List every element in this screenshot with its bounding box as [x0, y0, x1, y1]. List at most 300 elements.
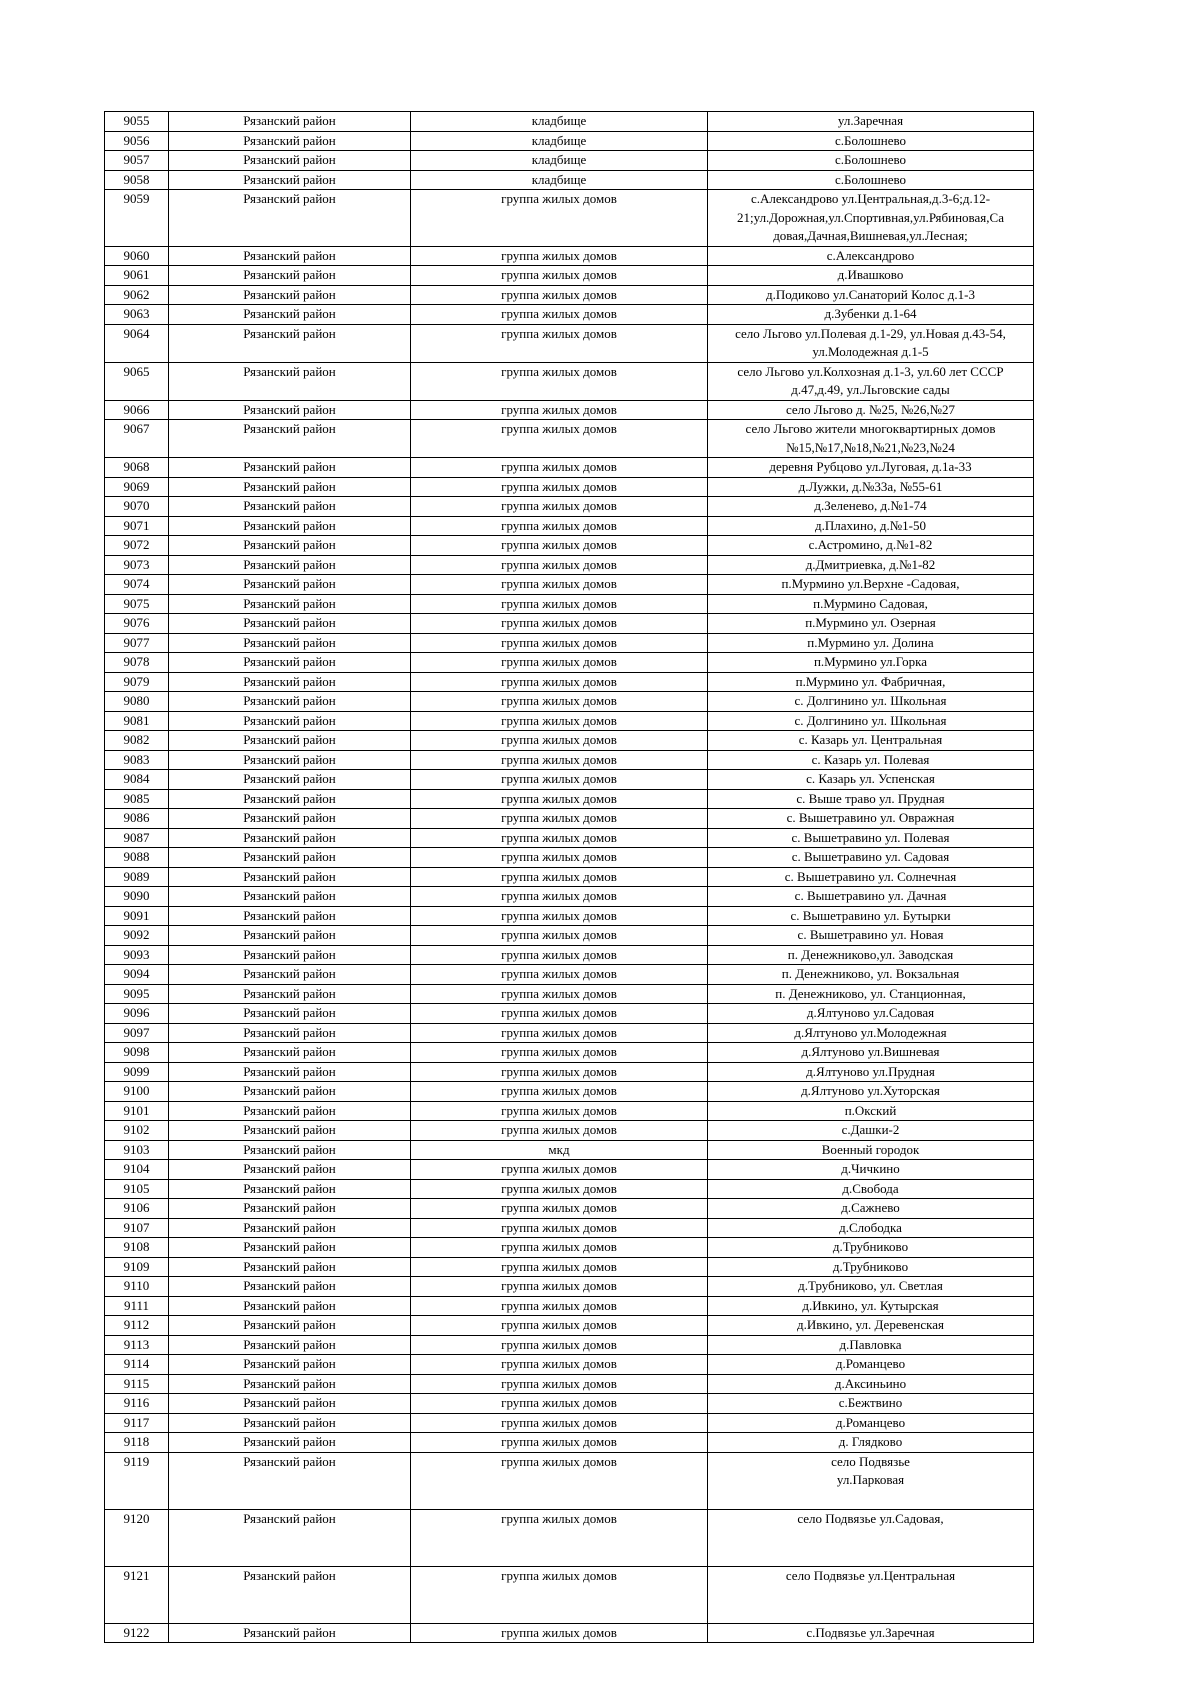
address-cell	[708, 324, 1034, 362]
table-row	[105, 362, 1034, 400]
object-type-cell: группа жилых домов	[411, 516, 708, 536]
table-row	[105, 1433, 1034, 1453]
object-type-cell: группа жилых домов	[411, 867, 708, 887]
address-line: д.Трубниково, ул. Светлая	[798, 1278, 943, 1293]
address-cell	[708, 984, 1034, 1004]
object-type-cell: группа жилых домов	[411, 1566, 708, 1623]
row-number-cell: 9082	[105, 731, 169, 751]
object-type-cell: группа жилых домов	[411, 1374, 708, 1394]
table-row	[105, 692, 1034, 712]
table-row	[105, 1082, 1034, 1102]
row-number-cell: 9119	[105, 1452, 169, 1509]
address-cell	[708, 692, 1034, 712]
address-cell	[708, 731, 1034, 751]
row-number-cell: 9062	[105, 285, 169, 305]
object-type-cell: группа жилых домов	[411, 400, 708, 420]
address-line: п. Денежниково, ул. Станционная,	[775, 985, 966, 1001]
district-cell: Рязанский район	[169, 151, 411, 171]
object-type-cell: группа жилых домов	[411, 984, 708, 1004]
object-type-cell: группа жилых домов	[411, 362, 708, 400]
district-cell: Рязанский район	[169, 1277, 411, 1297]
address-line: село Подвязье ул.Садовая,	[797, 1510, 944, 1526]
address-line: ул.Заречная	[837, 113, 904, 128]
district-cell: Рязанский район	[169, 1121, 411, 1141]
object-type-cell: группа жилых домов	[411, 1296, 708, 1316]
object-type-cell: группа жилых домов	[411, 497, 708, 517]
table-row	[105, 477, 1034, 497]
address-line: д.Ялтуново ул.Вишневая	[801, 1044, 940, 1059]
table-row	[105, 1257, 1034, 1277]
address-cell	[708, 945, 1034, 965]
address-line: п.Мурмино ул. Озерная	[805, 615, 936, 630]
row-number-cell: 9095	[105, 984, 169, 1004]
district-cell: Рязанский район	[169, 1238, 411, 1258]
address-line: п. Денежниково,ул. Заводская	[787, 946, 954, 962]
address-line: п. Денежниково, ул. Вокзальная	[781, 966, 960, 981]
table-row	[105, 1043, 1034, 1063]
object-type-cell: группа жилых домов	[411, 1335, 708, 1355]
address-cell	[708, 266, 1034, 286]
row-number-cell: 9083	[105, 750, 169, 770]
object-type-cell: группа жилых домов	[411, 906, 708, 926]
row-number-cell: 9097	[105, 1023, 169, 1043]
address-line: д.Ялтуново ул.Молодежная	[794, 1024, 947, 1040]
district-cell: Рязанский район	[169, 536, 411, 556]
address-cell	[708, 477, 1034, 497]
row-number-cell: 9118	[105, 1433, 169, 1453]
address-line: с.Болошнево	[834, 132, 907, 148]
row-number-cell: 9106	[105, 1199, 169, 1219]
object-type-cell: группа жилых домов	[411, 965, 708, 985]
row-number-cell: 9063	[105, 305, 169, 325]
row-number-cell: 9076	[105, 614, 169, 634]
address-line: д.Свобода	[842, 1180, 899, 1196]
object-type-cell: группа жилых домов	[411, 633, 708, 653]
address-line: село Льгово ул.Полевая д.1-29, ул.Новая д.43-54,	[735, 325, 1006, 341]
district-cell: Рязанский район	[169, 516, 411, 536]
address-cell	[708, 1257, 1034, 1277]
object-type-cell: группа жилых домов	[411, 477, 708, 497]
district-cell: Рязанский район	[169, 614, 411, 634]
object-type-cell: группа жилых домов	[411, 614, 708, 634]
row-number-cell: 9066	[105, 400, 169, 420]
row-number-cell: 9114	[105, 1355, 169, 1375]
row-number-cell: 9113	[105, 1335, 169, 1355]
address-line: село Льгово ул.Колхозная д.1-3, ул.60 лет СССР	[737, 363, 1004, 379]
address-cell	[708, 1062, 1034, 1082]
address-line: д.Ивкино, ул. Деревенская	[796, 1317, 945, 1332]
address-cell	[708, 1140, 1034, 1160]
district-cell: Рязанский район	[169, 1218, 411, 1238]
object-type-cell: группа жилых домов	[411, 324, 708, 362]
table-row	[105, 536, 1034, 556]
district-cell: Рязанский район	[169, 1023, 411, 1043]
table-row	[105, 1238, 1034, 1258]
row-number-cell: 9065	[105, 362, 169, 400]
object-type-cell: группа жилых домов	[411, 750, 708, 770]
table-row	[105, 400, 1034, 420]
table-row	[105, 266, 1034, 286]
table-row	[105, 1413, 1034, 1433]
address-cell	[708, 1004, 1034, 1024]
row-number-cell: 9105	[105, 1179, 169, 1199]
address-line: деревня Рубцово ул.Луговая, д.1а-33	[769, 459, 972, 474]
address-line: с.Болошнево	[834, 171, 907, 187]
address-cell	[708, 190, 1034, 247]
address-line: село Льгово д. №25, №26,№27	[785, 401, 956, 417]
object-type-cell: группа жилых домов	[411, 1082, 708, 1102]
district-cell: Рязанский район	[169, 867, 411, 887]
table-row	[105, 1121, 1034, 1141]
district-cell: Рязанский район	[169, 789, 411, 809]
table-row	[105, 285, 1034, 305]
address-cell	[708, 789, 1034, 809]
address-cell	[708, 828, 1034, 848]
row-number-cell: 9058	[105, 170, 169, 190]
object-type-cell: группа жилых домов	[411, 789, 708, 809]
row-number-cell: 9110	[105, 1277, 169, 1297]
table-row	[105, 926, 1034, 946]
district-cell: Рязанский район	[169, 420, 411, 458]
table-row	[105, 906, 1034, 926]
object-type-cell: группа жилых домов	[411, 266, 708, 286]
object-type-cell: группа жилых домов	[411, 594, 708, 614]
object-type-cell: группа жилых домов	[411, 692, 708, 712]
table-row	[105, 305, 1034, 325]
object-type-cell: группа жилых домов	[411, 1413, 708, 1433]
address-cell	[708, 362, 1034, 400]
register-table	[104, 111, 1034, 1643]
row-number-cell: 9093	[105, 945, 169, 965]
district-cell: Рязанский район	[169, 1257, 411, 1277]
row-number-cell: 9061	[105, 266, 169, 286]
table-row	[105, 1623, 1034, 1643]
object-type-cell: группа жилых домов	[411, 1355, 708, 1375]
address-cell	[708, 1374, 1034, 1394]
table-row	[105, 672, 1034, 692]
row-number-cell: 9115	[105, 1374, 169, 1394]
row-number-cell: 9068	[105, 458, 169, 478]
row-number-cell: 9081	[105, 711, 169, 731]
row-number-cell: 9100	[105, 1082, 169, 1102]
address-line: ул.Молодежная д.1-5	[812, 344, 929, 359]
address-line: д.Трубниково	[832, 1258, 909, 1274]
object-type-cell: кладбище	[411, 170, 708, 190]
address-cell	[708, 1413, 1034, 1433]
address-cell	[708, 1335, 1034, 1355]
address-cell	[708, 575, 1034, 595]
district-cell: Рязанский район	[169, 1374, 411, 1394]
table-row	[105, 112, 1034, 132]
address-cell	[708, 1101, 1034, 1121]
district-cell: Рязанский район	[169, 848, 411, 868]
table-row	[105, 151, 1034, 171]
object-type-cell: группа жилых домов	[411, 926, 708, 946]
district-cell: Рязанский район	[169, 594, 411, 614]
row-number-cell: 9099	[105, 1062, 169, 1082]
table-row	[105, 809, 1034, 829]
object-type-cell: группа жилых домов	[411, 945, 708, 965]
row-number-cell: 9059	[105, 190, 169, 247]
object-type-cell: группа жилых домов	[411, 555, 708, 575]
object-type-cell: группа жилых домов	[411, 1394, 708, 1414]
address-cell	[708, 170, 1034, 190]
address-line: с.Дашки-2	[841, 1122, 900, 1137]
district-cell: Рязанский район	[169, 362, 411, 400]
district-cell: Рязанский район	[169, 400, 411, 420]
row-number-cell: 9122	[105, 1623, 169, 1643]
district-cell: Рязанский район	[169, 653, 411, 673]
address-line: с. Вышетравино ул. Бутырки	[790, 907, 951, 923]
address-line: с. Казарь ул. Успенская	[806, 771, 935, 786]
district-cell: Рязанский район	[169, 692, 411, 712]
district-cell: Рязанский район	[169, 633, 411, 653]
address-line: с.Подвязье ул.Заречная	[806, 1624, 935, 1640]
address-cell	[708, 1566, 1034, 1623]
table-row	[105, 633, 1034, 653]
address-cell	[708, 965, 1034, 985]
district-cell: Рязанский район	[169, 731, 411, 751]
district-cell: Рязанский район	[169, 887, 411, 907]
object-type-cell: группа жилых домов	[411, 848, 708, 868]
address-line: д. Глядково	[838, 1434, 903, 1449]
district-cell: Рязанский район	[169, 1101, 411, 1121]
district-cell: Рязанский район	[169, 170, 411, 190]
object-type-cell: группа жилых домов	[411, 285, 708, 305]
address-line: д.Романцево	[835, 1414, 906, 1430]
table-row	[105, 945, 1034, 965]
address-cell	[708, 653, 1034, 673]
row-number-cell: 9108	[105, 1238, 169, 1258]
object-type-cell: группа жилых домов	[411, 1218, 708, 1238]
address-cell	[708, 1023, 1034, 1043]
row-number-cell: 9104	[105, 1160, 169, 1180]
district-cell: Рязанский район	[169, 1082, 411, 1102]
table-row	[105, 887, 1034, 907]
district-cell: Рязанский район	[169, 750, 411, 770]
register-table-body	[105, 112, 1034, 1643]
district-cell: Рязанский район	[169, 1335, 411, 1355]
district-cell: Рязанский район	[169, 1004, 411, 1024]
district-cell: Рязанский район	[169, 945, 411, 965]
address-cell	[708, 555, 1034, 575]
object-type-cell: группа жилых домов	[411, 575, 708, 595]
district-cell: Рязанский район	[169, 984, 411, 1004]
object-type-cell: группа жилых домов	[411, 1062, 708, 1082]
object-type-cell: группа жилых домов	[411, 420, 708, 458]
table-row	[105, 711, 1034, 731]
address-cell	[708, 1316, 1034, 1336]
table-row	[105, 324, 1034, 362]
address-line: с. Казарь ул. Полевая	[811, 751, 930, 767]
row-number-cell: 9087	[105, 828, 169, 848]
district-cell: Рязанский район	[169, 828, 411, 848]
row-number-cell: 9117	[105, 1413, 169, 1433]
table-row	[105, 1199, 1034, 1219]
address-line: д.Ялтуново ул.Прудная	[806, 1063, 935, 1079]
address-line: с.Астромино, д.№1-82	[808, 537, 933, 552]
address-cell	[708, 420, 1034, 458]
object-type-cell: группа жилых домов	[411, 1509, 708, 1566]
address-line: д.Ялтуново ул.Хуторская	[801, 1083, 940, 1098]
object-type-cell: кладбище	[411, 151, 708, 171]
table-row	[105, 1004, 1034, 1024]
object-type-cell: группа жилых домов	[411, 1238, 708, 1258]
table-row	[105, 750, 1034, 770]
table-row	[105, 190, 1034, 247]
row-number-cell: 9060	[105, 246, 169, 266]
address-cell	[708, 1296, 1034, 1316]
address-line: с.Александрово	[826, 247, 915, 263]
object-type-cell: кладбище	[411, 112, 708, 132]
table-row	[105, 458, 1034, 478]
district-cell: Рязанский район	[169, 1062, 411, 1082]
object-type-cell: группа жилых домов	[411, 770, 708, 790]
object-type-cell: группа жилых домов	[411, 809, 708, 829]
row-number-cell: 9056	[105, 131, 169, 151]
table-row	[105, 984, 1034, 1004]
table-row	[105, 1316, 1034, 1336]
district-cell: Рязанский район	[169, 285, 411, 305]
address-line: д.Слободка	[839, 1219, 902, 1235]
district-cell: Рязанский район	[169, 266, 411, 286]
address-line: д.Плахино, д.№1-50	[814, 517, 927, 533]
district-cell: Рязанский район	[169, 555, 411, 575]
district-cell: Рязанский район	[169, 575, 411, 595]
row-number-cell: 9073	[105, 555, 169, 575]
address-cell	[708, 1179, 1034, 1199]
address-cell	[708, 848, 1034, 868]
district-cell: Рязанский район	[169, 1566, 411, 1623]
address-cell	[708, 151, 1034, 171]
address-cell	[708, 112, 1034, 132]
row-number-cell: 9080	[105, 692, 169, 712]
row-number-cell: 9084	[105, 770, 169, 790]
table-row	[105, 1335, 1034, 1355]
address-line: с. Казарь ул. Центральная	[798, 732, 943, 747]
district-cell: Рязанский район	[169, 1355, 411, 1375]
district-cell: Рязанский район	[169, 906, 411, 926]
address-cell	[708, 1623, 1034, 1643]
address-cell	[708, 926, 1034, 946]
district-cell: Рязанский район	[169, 190, 411, 247]
district-cell: Рязанский район	[169, 1394, 411, 1414]
row-number-cell: 9085	[105, 789, 169, 809]
object-type-cell: группа жилых домов	[411, 1121, 708, 1141]
address-line: 21;ул.Дорожная,ул.Спортивная,ул.Рябиновая,Са	[737, 209, 1004, 225]
object-type-cell: группа жилых домов	[411, 1101, 708, 1121]
address-line: село Подвязье ул.Центральная	[785, 1567, 956, 1583]
district-cell: Рязанский район	[169, 1043, 411, 1063]
row-number-cell: 9067	[105, 420, 169, 458]
row-number-cell: 9074	[105, 575, 169, 595]
row-number-cell: 9070	[105, 497, 169, 517]
row-number-cell: 9094	[105, 965, 169, 985]
address-line: д.Ивашково	[837, 267, 904, 282]
table-row	[105, 1179, 1034, 1199]
row-number-cell: 9121	[105, 1566, 169, 1623]
row-number-cell: 9089	[105, 867, 169, 887]
table-row	[105, 1355, 1034, 1375]
row-number-cell: 9075	[105, 594, 169, 614]
table-row	[105, 1452, 1034, 1509]
address-cell	[708, 458, 1034, 478]
address-line: д.Чичкино	[841, 1161, 900, 1176]
object-type-cell: группа жилых домов	[411, 1043, 708, 1063]
address-line: село Льгово жители многоквартирных домов	[745, 421, 996, 436]
row-number-cell: 9071	[105, 516, 169, 536]
table-row	[105, 131, 1034, 151]
row-number-cell: 9102	[105, 1121, 169, 1141]
row-number-cell: 9107	[105, 1218, 169, 1238]
address-cell	[708, 1394, 1034, 1414]
address-line: с. Выше траво ул. Прудная	[796, 790, 945, 806]
district-cell: Рязанский район	[169, 458, 411, 478]
address-cell	[708, 1043, 1034, 1063]
district-cell: Рязанский район	[169, 131, 411, 151]
object-type-cell: группа жилых домов	[411, 1433, 708, 1453]
address-cell	[708, 770, 1034, 790]
district-cell: Рязанский район	[169, 112, 411, 132]
address-line: п.Мурмино ул. Долина	[807, 634, 934, 650]
object-type-cell: группа жилых домов	[411, 653, 708, 673]
object-type-cell: группа жилых домов	[411, 1452, 708, 1509]
row-number-cell: 9098	[105, 1043, 169, 1063]
table-row	[105, 789, 1034, 809]
table-row	[105, 614, 1034, 634]
address-cell	[708, 1452, 1034, 1509]
district-cell: Рязанский район	[169, 1452, 411, 1509]
table-row	[105, 1566, 1034, 1623]
address-line: с. Вышетравино ул. Солнечная	[784, 868, 957, 884]
address-line: д.Ялтуново ул.Садовая	[806, 1005, 935, 1020]
object-type-cell: группа жилых домов	[411, 246, 708, 266]
table-row	[105, 497, 1034, 517]
district-cell: Рязанский район	[169, 926, 411, 946]
address-line: №15,№17,№18,№21,№23,№24	[786, 439, 955, 455]
address-line: д.Павловка	[839, 1336, 902, 1352]
district-cell: Рязанский район	[169, 1199, 411, 1219]
table-row	[105, 731, 1034, 751]
row-number-cell: 9091	[105, 906, 169, 926]
table-row	[105, 594, 1034, 614]
object-type-cell: группа жилых домов	[411, 1179, 708, 1199]
district-cell: Рязанский район	[169, 770, 411, 790]
address-cell	[708, 1082, 1034, 1102]
address-cell	[708, 1355, 1034, 1375]
table-row	[105, 1062, 1034, 1082]
row-number-cell: 9092	[105, 926, 169, 946]
row-number-cell: 9112	[105, 1316, 169, 1336]
table-row	[105, 653, 1034, 673]
district-cell: Рязанский район	[169, 672, 411, 692]
address-cell	[708, 516, 1034, 536]
row-number-cell: 9096	[105, 1004, 169, 1024]
table-row	[105, 1160, 1034, 1180]
table-row	[105, 1394, 1034, 1414]
address-line: с. Вышетравино ул. Новая	[797, 927, 944, 942]
object-type-cell: группа жилых домов	[411, 1023, 708, 1043]
district-cell: Рязанский район	[169, 324, 411, 362]
object-type-cell: группа жилых домов	[411, 711, 708, 731]
object-type-cell: группа жилых домов	[411, 458, 708, 478]
address-cell	[708, 1238, 1034, 1258]
address-line: с.Бежтвино	[838, 1395, 903, 1410]
row-number-cell: 9101	[105, 1101, 169, 1121]
address-cell	[708, 400, 1034, 420]
row-number-cell: 9077	[105, 633, 169, 653]
district-cell: Рязанский район	[169, 1296, 411, 1316]
